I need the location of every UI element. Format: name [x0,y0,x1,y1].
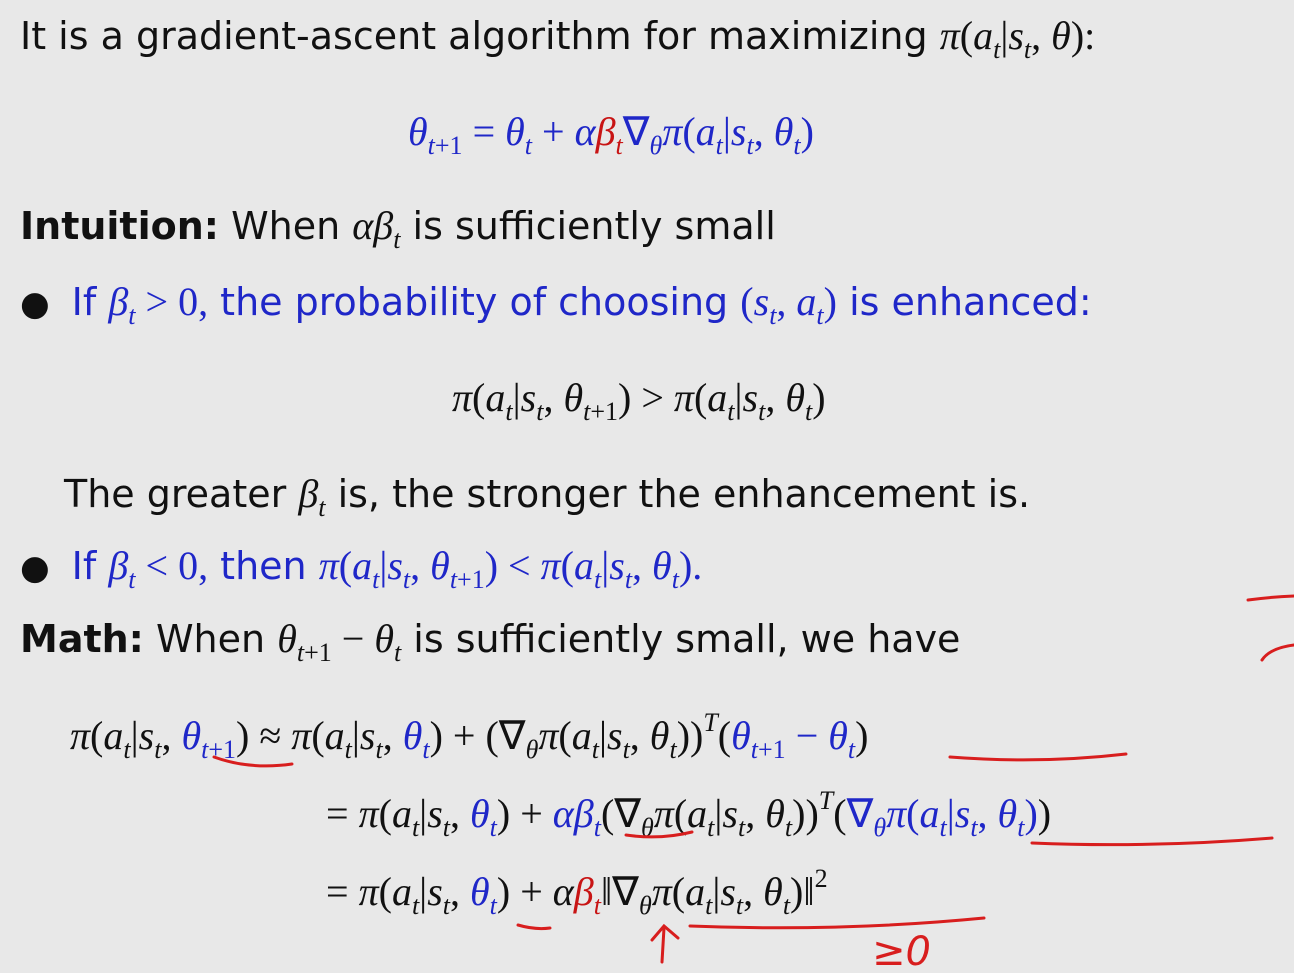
bullet2-expr: $\pi(a_t|s_t$, $\theta_{t+1}) < \pi(a_t|s_t$, $\theta_t$). [318,543,703,595]
greater-post: is, the stronger the enhancement is. [337,472,1031,516]
bullet-dot: ● [20,548,50,588]
intuition-line [20,202,776,255]
inequality: $\pi(a_t|s_t$, $\theta_{t+1}) > \pi(a_t|s_t$, $\theta_t$) [452,375,826,427]
greater-line [64,470,1031,523]
bullet2-cond: $\beta_t < 0$, [108,543,209,595]
edge-mark-2 [1262,645,1294,660]
equation-line-2: = $\pi(a_t|s_t$, $\theta_t) + \alpha\beta_t(\nabla_\theta\pi(a_t|s_t$, $\theta_t))^T(\nabla_\theta\pi(a_t|s_t$, $\theta_t$)) [326,785,1052,843]
bullet2-if: If [71,544,97,588]
math-line [20,615,961,668]
intro-text: It is a gradient-ascent algorithm for maximizing [20,14,928,58]
bullet-dot: ● [20,284,50,324]
greater-pre: The greater [64,472,287,516]
underline-theta-diff [950,754,1126,760]
update-beta: $\beta_t$ [595,109,623,161]
underline-gradient [1032,838,1272,845]
update-rule: $\theta_{t+1} = \theta_t + \alpha\beta_t\nabla_\theta\pi(a_t|s_t$, $\theta_t$) [408,109,814,161]
bullet1-tail: is enhanced: [849,280,1092,324]
equation-line-3: = $\pi(a_t|s_t$, $\theta_t$) + $\alpha\beta_t‖\nabla_\theta\pi(a_t|s_t$, $\theta_t)‖^2$ [326,863,828,921]
underline-theta-t [518,925,550,929]
bullet1-text: the probability of choosing [220,280,729,324]
intuition-text-before: When [231,204,341,248]
bullet2-then: then [220,544,307,588]
edge-mark-1 [1248,596,1294,600]
intuition-label: Intuition: [20,204,219,248]
arrow-up [652,926,678,962]
intro-expr: $\pi(a_t|s_t$, θ): [939,13,1096,65]
bullet1-if: If [71,280,97,324]
equation-line-1: $\pi(a_t|s_t$, $\theta_{t+1}) \approx \pi(a_t|s_t$, $\theta_t) + (\nabla_\theta\pi(a_t|s_t$, $\theta_t))^T(\theta_{t+1} - \theta_t)$ [70,707,869,765]
math-label: Math: [20,617,144,661]
math-expr: $\theta_{t+1} - \theta_t$ [277,616,402,668]
intuition-expr: $\alpha\beta_t$ [352,203,401,255]
bullet1-pair: ($s_t$, $a_t$) [740,279,837,331]
underline-norm [690,918,984,928]
handwritten-geq-zero: ≥0 [872,929,931,973]
math-text-after: is sufficiently small, we have [413,617,961,661]
bullet-2 [20,542,703,595]
greater-beta: $\beta_t$ [298,471,326,523]
bullet-1 [20,278,1092,331]
intuition-text-after: is sufficiently small [412,204,776,248]
math-text-before: When [155,617,266,661]
bullet1-cond: $\beta_t > 0$, [108,279,209,331]
intro-line [20,12,1096,65]
